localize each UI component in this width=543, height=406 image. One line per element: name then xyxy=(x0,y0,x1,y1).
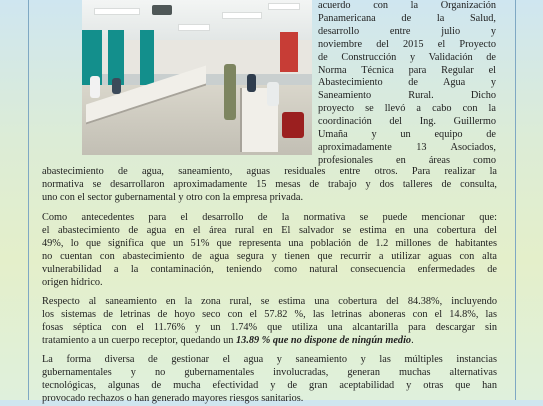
text-line: Saneamiento Rural. Dicho xyxy=(318,90,496,102)
text-line: tecnológicas, algunas de mucha efectividad y de gran aceptabilidad y otras que han xyxy=(42,379,497,391)
text-line: coordinación del Ing. Guillermo xyxy=(318,116,496,128)
text-line: de Construcción y Validación de xyxy=(318,51,496,63)
text-line: aproximadamente 13 Asociados, xyxy=(318,141,496,153)
emphasis-text: 13.89 % que no dispone de ningún medio xyxy=(236,334,412,346)
text-line: origen hídrico. xyxy=(42,276,103,288)
photo-person xyxy=(90,76,100,98)
text-line xyxy=(42,335,497,348)
photo-curtain xyxy=(108,30,124,85)
text-line: el abastecimiento de agua en el área rural en El salvador se estima en una cobertura del xyxy=(42,224,497,236)
text-line: 49%, lo que significa que un 51% que representa una población de 1.2 millones de habitantes xyxy=(42,237,497,249)
text-line: gubernamentales y no gubernamentales involucradas, generan muchas alternativas xyxy=(42,366,497,378)
text-line: Respecto al saneamiento en la zona rural, se estima una cobertura del 84.38%, incluyendo xyxy=(42,296,497,307)
text-line: Norma Técnica para Regular el xyxy=(318,64,496,76)
text-line: no cuentan con abastecimiento de agua segura y tienen que recurrir a utilizar aguas con alta xyxy=(42,250,497,262)
paragraph-sanitation xyxy=(42,296,497,348)
paragraph-management xyxy=(42,354,497,406)
text-line: Como antecedentes para el desarrollo de la normativa se puede mencionar que: xyxy=(42,212,497,223)
text-span: tratamiento a un cuerpo receptor, quedando un xyxy=(42,334,237,346)
photo-person-standing xyxy=(224,64,236,120)
text-line: vulnerabilidad a la contaminación, teniendo como natural consecuencia enfermedades de xyxy=(42,263,497,275)
projector-shape xyxy=(152,5,172,15)
photo-person xyxy=(267,82,279,106)
photo-red-panel xyxy=(280,32,298,72)
text-line: uno con el sector gubernamental y otro con la empresa privada. xyxy=(42,191,304,203)
text-line: los sistemas de letrinas de hoyo seco con el 57.82 %, las letrinas aboneras con el 14.8%, las xyxy=(42,308,497,320)
text-line: Abastecimiento de Agua y xyxy=(318,77,496,89)
ceiling-light xyxy=(178,24,210,31)
intro-paragraph xyxy=(318,0,496,168)
text-line: fosas séptica con el 11.76% y un 1.74% que utiliza una alcantarilla para descargar sin xyxy=(42,321,497,333)
photo-curtain xyxy=(140,30,154,85)
text-span: . xyxy=(411,334,414,346)
text-line: noviembre del 2015 el Proyecto xyxy=(318,38,496,50)
text-line: La forma diversa de gestionar el agua y saneamiento y las múltiples instancias xyxy=(42,354,497,365)
text-line: profesionales en áreas como xyxy=(318,154,496,166)
text-line: proyecto se llevó a cabo con la xyxy=(318,103,496,115)
ceiling-light xyxy=(94,8,140,15)
paragraph-consultation xyxy=(42,166,497,205)
paragraph-water-background xyxy=(42,212,497,289)
text-line: Umaña y un equipo de xyxy=(318,129,496,141)
photo-person xyxy=(247,74,256,92)
photo-person xyxy=(112,78,121,94)
text-line: Panamericana de la Salud, xyxy=(318,12,496,24)
workshop-photo xyxy=(82,0,312,155)
text-line: provocado rechazos o han generado mayores riesgos sanitarios. xyxy=(42,392,304,404)
ceiling-light xyxy=(268,3,300,10)
text-line: abastecimiento de agua, saneamiento, aguas residuales entre otros. Para realizar la xyxy=(42,166,497,177)
photo-chair xyxy=(282,112,304,138)
text-line: desarrollo entre julio y xyxy=(318,25,496,37)
ceiling-light xyxy=(222,12,262,19)
text-line: acuerdo con la Organización xyxy=(318,0,496,11)
text-line: normativa se desarrollaron aproximadamente 15 mesas de trabajo y dos talleres de consulta, xyxy=(42,178,497,190)
